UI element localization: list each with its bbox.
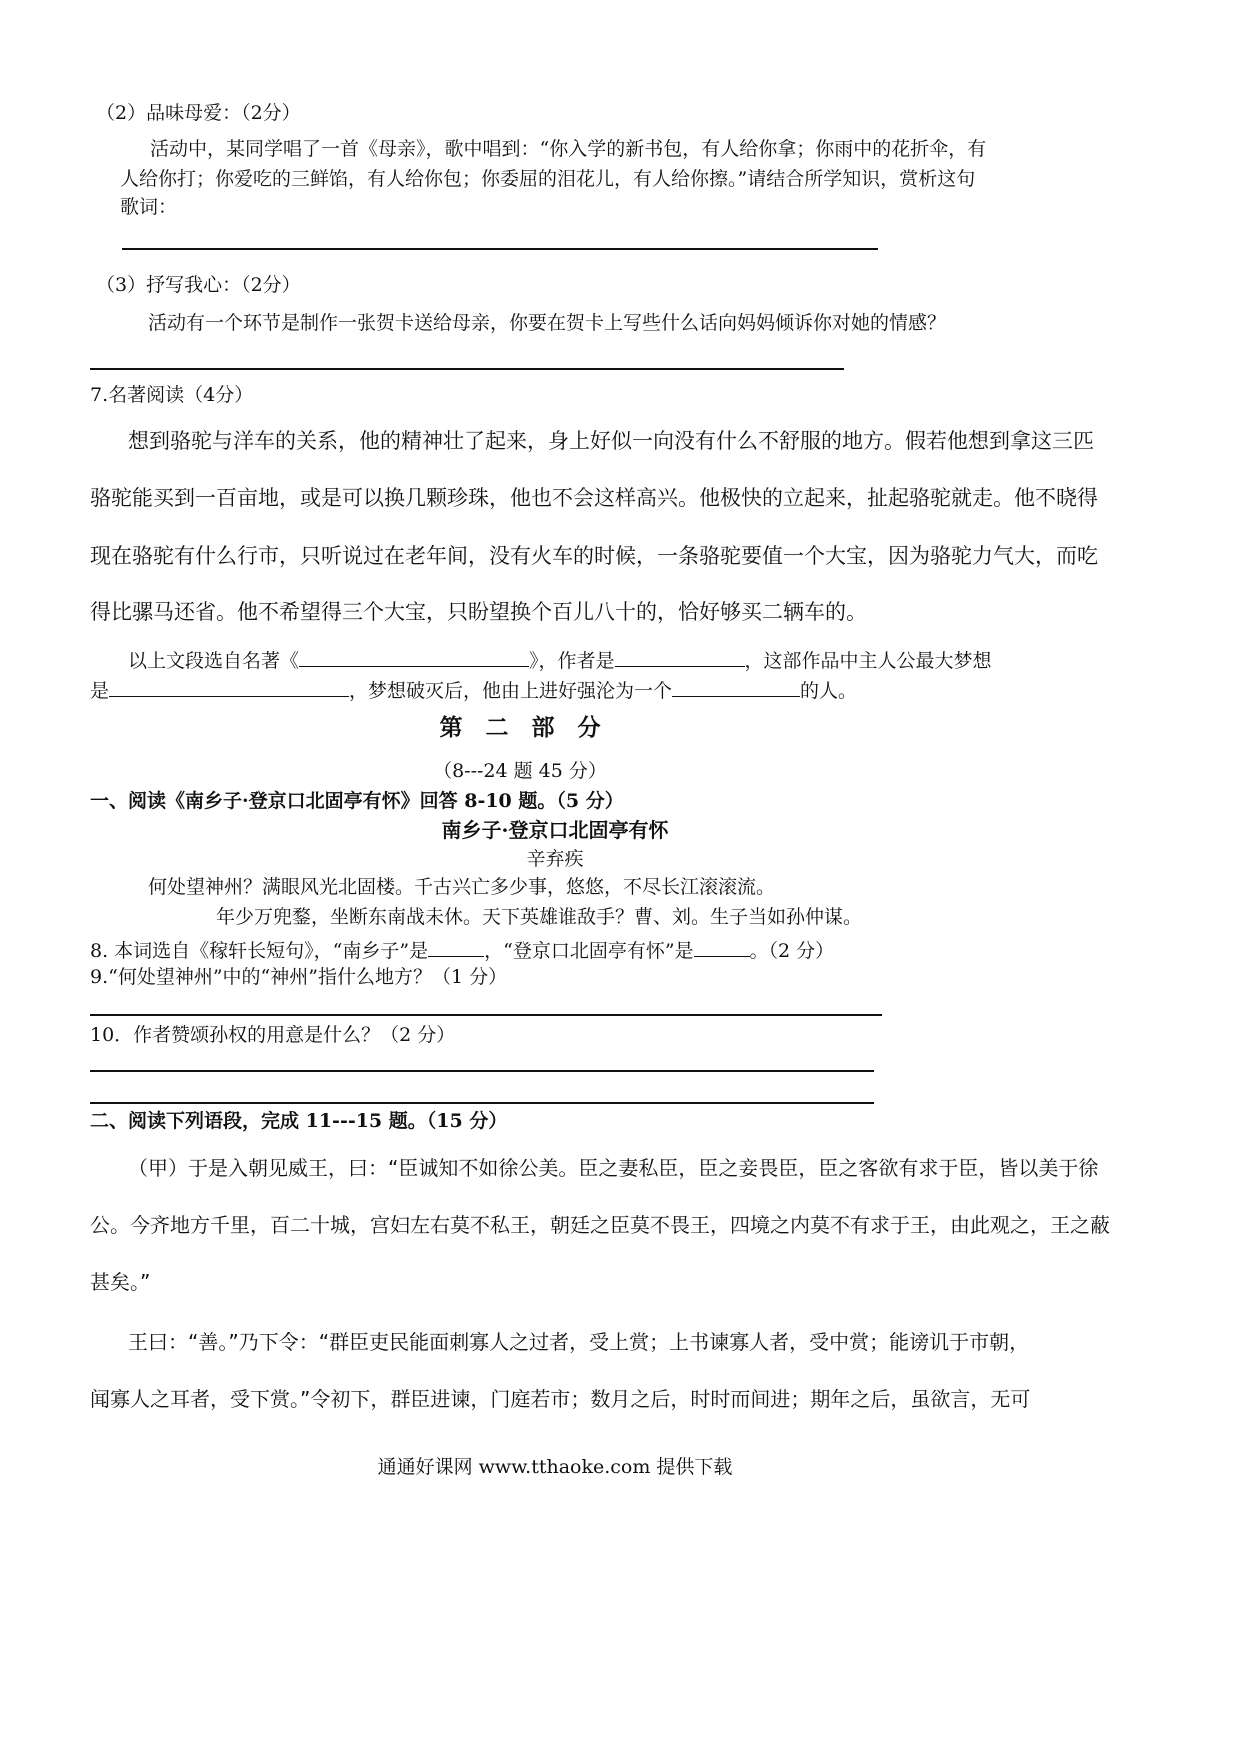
q7-passage-line-4: 得比骡马还省。他不希望得三个大宝，只盼望换个百儿八十的，恰好够买二辆车的。: [90, 600, 867, 624]
sec2-line-5: 闻寡人之耳者，受下赏。”令初下，群臣进谏，门庭若市；数月之后，时时而间进；期年之后，虽欲言，无可: [90, 1387, 1031, 1411]
q8-text-b: ，“登京口北固亭有怀”是: [484, 940, 694, 962]
q10: 10．作者赞颂孙权的用意是什么？（2 分）: [90, 1024, 456, 1046]
q7-question-line-2: [90, 678, 857, 701]
blank-book-title[interactable]: [299, 648, 529, 667]
answer-line-q6-3[interactable]: [90, 368, 844, 370]
poem-author: 辛弃疾: [526, 848, 584, 870]
q7-q2-text-c: 的人。: [800, 680, 858, 702]
answer-line-q6-2[interactable]: [122, 248, 878, 250]
part2-heading: 第 二 部 分: [439, 714, 601, 741]
sec2-title: 二、阅读下列语段，完成 11---15 题。（15 分）: [90, 1110, 508, 1132]
q7-passage-line-1: 想到骆驼与洋车的关系，他的精神壮了起来，身上好似一向没有什么不舒服的地方。假若他想到拿这三匹: [128, 429, 1094, 453]
q6-p2-title: （2）品味母爱：（2分）: [96, 102, 301, 124]
answer-line-q10-2[interactable]: [90, 1102, 874, 1104]
q7-passage-line-3: 现在骆驼有什么行市，只听说过在老年间，没有火车的时候，一条骆驼要值一个大宝，因为骆驼力气大，而吃: [90, 544, 1098, 568]
q7-q1-text-c: ，这部作品中主人公最大梦想: [744, 650, 992, 672]
q7-q1-text-a: 以上文段选自名著《: [128, 650, 300, 672]
part2-subheading: （8---24 题 45 分）: [433, 760, 607, 782]
sec1-title: 一、阅读《南乡子·登京口北固亭有怀》回答 8-10 题。（5 分）: [90, 790, 624, 812]
sec2-line-4: 王曰：“善。”乃下令：“群臣吏民能面刺寡人之过者，受上赏；上书谏寡人者，受中赏；能谤讥于市朝，: [128, 1330, 1030, 1354]
footer: 通通好课网 www.tthaoke.com 提供下载: [377, 1456, 733, 1478]
blank-became[interactable]: [672, 678, 800, 697]
answer-line-q9[interactable]: [90, 1014, 882, 1016]
q7-q1-text-b: 》，作者是: [529, 650, 615, 672]
blank-q8-1[interactable]: [428, 938, 484, 957]
q6-p2-line2: 人给你打；你爱吃的三鲜馅，有人给你包；你委屈的泪花儿，有人给你擦。”请结合所学知识，赏析这句: [120, 168, 976, 190]
q8-text-a: 8. 本词选自《稼轩长短句》，“南乡子”是: [90, 940, 429, 962]
q7-title: 7.名著阅读（4分）: [90, 384, 254, 406]
answer-line-q10-1[interactable]: [90, 1070, 874, 1072]
q8: [90, 938, 834, 961]
q6-p3-line1: 活动有一个环节是制作一张贺卡送给母亲，你要在贺卡上写些什么话向妈妈倾诉你对她的情感？: [148, 312, 947, 334]
q7-question-line-1: [128, 648, 992, 671]
q7-q2-text-a: 是: [90, 680, 110, 702]
sec2-line-2: 公。今齐地方千里，百二十城，宫妇左右莫不私王，朝廷之臣莫不畏王，四境之内莫不有求于王，由此观之，王之蔽: [90, 1213, 1110, 1237]
q6-p2-line1: 活动中，某同学唱了一首《母亲》，歌中唱到：“你入学的新书包，有人给你拿；你雨中的花折伞，有: [150, 138, 987, 160]
sec2-line-1: （甲）于是入朝见威王，曰：“臣诚知不如徐公美。臣之妻私臣，臣之妾畏臣，臣之客欲有求于臣，皆以美于徐: [128, 1156, 1099, 1180]
blank-author[interactable]: [615, 648, 745, 667]
poem-line-2: 年少万兜鍪，坐断东南战未休。天下英雄谁敌手？曹、刘。生子当如孙仲谋。: [216, 906, 863, 928]
q6-p3-title: （3）抒写我心：（2分）: [96, 274, 301, 296]
q7-q2-text-b: ，梦想破灭后，他由上进好强沦为一个: [349, 680, 673, 702]
poem-line-1: 何处望神州？满眼风光北固楼。千古兴亡多少事，悠悠，不尽长江滚滚流。: [148, 876, 776, 898]
q9: 9.“何处望神州”中的“神州”指什么地方？（1 分）: [90, 966, 508, 988]
q6-p2-line3: 歌词：: [120, 196, 178, 218]
sec2-line-3: 甚矣。”: [90, 1270, 151, 1294]
poem-title: 南乡子·登京口北固亭有怀: [441, 818, 669, 842]
q7-passage-line-2: 骆驼能买到一百亩地，或是可以换几颗珍珠，他也不会这样高兴。他极快的立起来，扯起骆驼就走。他不晓得: [90, 486, 1098, 510]
blank-q8-2[interactable]: [694, 938, 750, 957]
blank-dream[interactable]: [109, 678, 349, 697]
q8-text-c: 。（2 分）: [749, 940, 835, 962]
